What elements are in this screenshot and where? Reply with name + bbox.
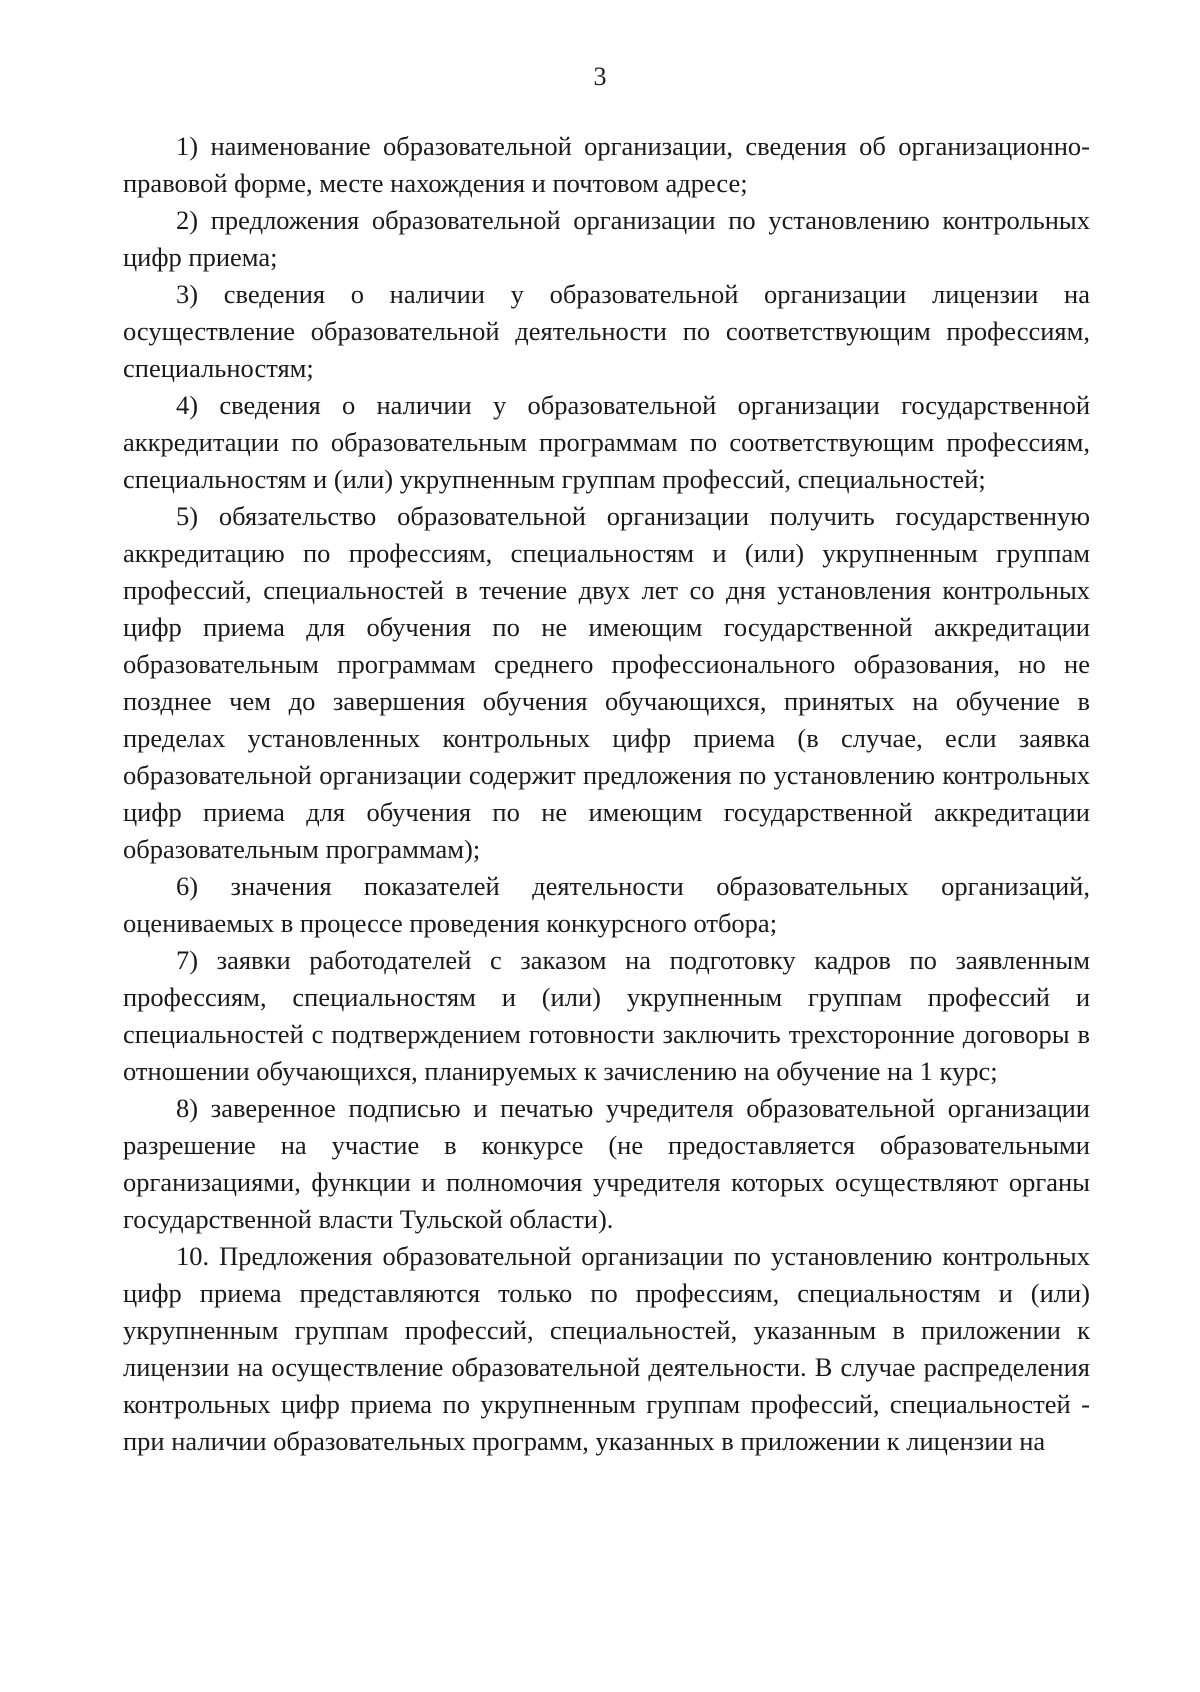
paragraph-section-10: 10. Предложения образовательной организации по установлению контрольных цифр приема представляются только по профессиям, специальностям и (или) укрупненным группам профессий, специальностей, указанным в приложении к лицензии на осуществление образовательной деятельности. В случае распределения контрольных цифр приема по укрупненным группам профессий, специальностей - при наличии образовательных программ, указанных в приложении к лицензии на [123, 1241, 1090, 1456]
paragraph-item-2: 2) предложения образовательной организации по установлению контрольных цифр приема; [123, 205, 1090, 272]
page-number: 3 [593, 62, 607, 91]
document-body [123, 128, 1090, 1460]
paragraph-item-6: 6) значения показателей деятельности образовательных организаций, оцениваемых в процессе проведения конкурсного отбора; [123, 871, 1090, 938]
paragraph-item-3: 3) сведения о наличии у образовательной организации лицензии на осуществление образовательной деятельности по соответствующим профессиям, специальностям; [123, 279, 1090, 383]
paragraph-item-5: 5) обязательство образовательной организации получить государственную аккредитацию по профессиям, специальностям и (или) укрупненным группам профессий, специальностей в течение двух лет со дня установления контрольных цифр приема для обучения по не имеющим государственной аккредитации образовательным программам среднего профессионального образования, но не позднее чем до завершения обучения обучающихся, принятых на обучение в пределах установленных контрольных цифр приема (в случае, если заявка образовательной организации содержит предложения по установлению контрольных цифр приема для обучения по не имеющим государственной аккредитации образовательным программам); [123, 501, 1090, 864]
paragraph-item-1: 1) наименование образовательной организации, сведения об организационно-правовой форме, месте нахождения и почтовом адресе; [123, 131, 1090, 198]
paragraph-item-4: 4) сведения о наличии у образовательной организации государственной аккредитации по образовательным программам по соответствующим профессиям, специальностям и (или) укрупненным группам профессий, специальностей; [123, 390, 1090, 494]
paragraph-item-7: 7) заявки работодателей с заказом на подготовку кадров по заявленным профессиям, специальностям и (или) укрупненным группам профессий и специальностей с подтверждением готовности заключить трехсторонние договоры в отношении обучающихся, планируемых к зачислению на обучение на 1 курс; [123, 945, 1090, 1086]
paragraph-item-8: 8) заверенное подписью и печатью учредителя образовательной организации разрешение на участие в конкурсе (не предоставляется образовательными организациями, функции и полномочия учредителя которых осуществляют органы государственной власти Тульской области). [123, 1093, 1090, 1234]
